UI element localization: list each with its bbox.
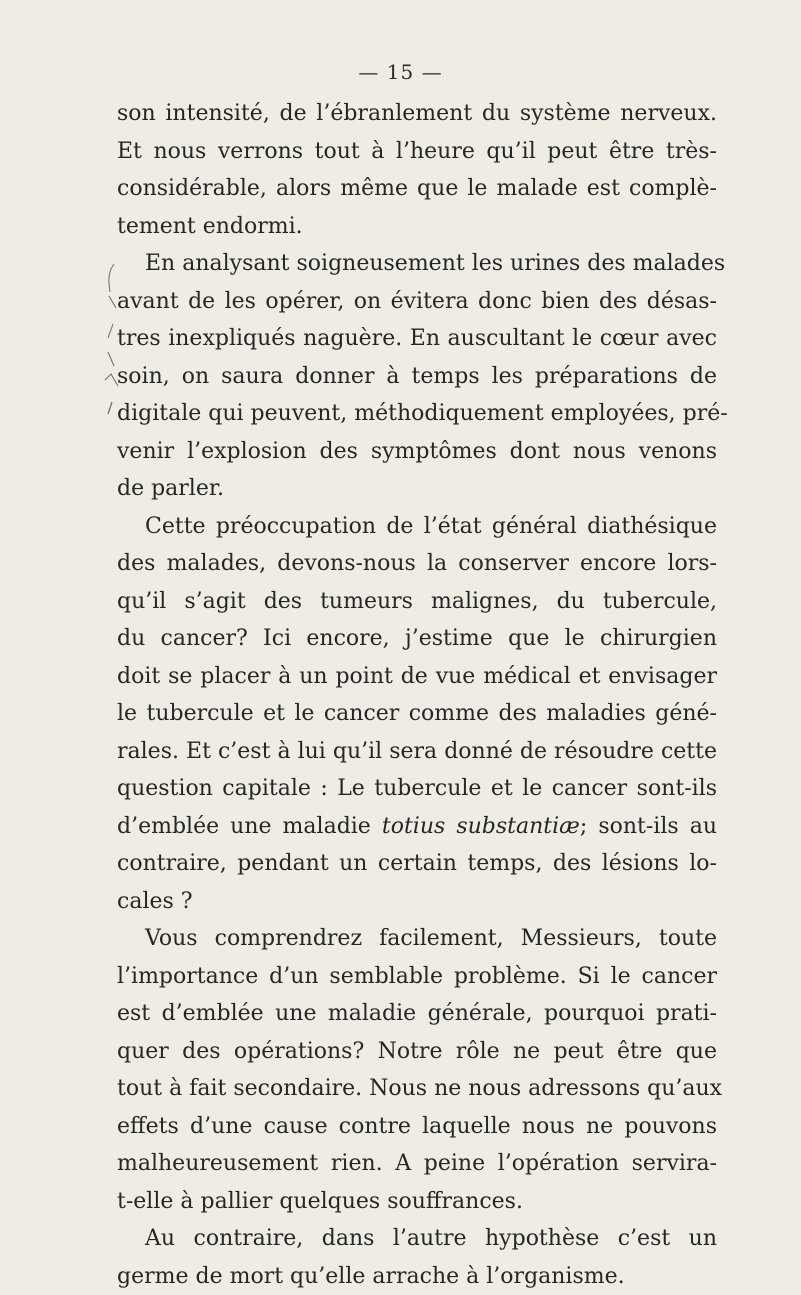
text-line: le tubercule et le cancer comme des maladies géné-: [117, 695, 717, 733]
text-line: Vous comprendrez facilement, Messieurs, toute: [117, 920, 717, 958]
text-line: cales ?: [117, 883, 717, 921]
text-line: Au contraire, dans l’autre hypothèse c’est un: [117, 1220, 717, 1258]
text-line: des malades, devons-nous la conserver encore lors-: [117, 545, 717, 583]
text-fragment: ; sont-ils au: [580, 814, 717, 839]
text-line: venir l’explosion des symptômes dont nous venons: [117, 433, 717, 471]
body-text: [117, 95, 717, 1295]
text-line: quer des opérations? Notre rôle ne peut être que: [117, 1033, 717, 1071]
page-number: — 15 —: [0, 60, 801, 84]
text-line: rales. Et c’est à lui qu’il sera donné de résoudre cette: [117, 733, 717, 771]
text-line: l’importance d’un semblable problème. Si le cancer: [117, 958, 717, 996]
text-line: digitale qui peuvent, méthodiquement employées, pré-: [117, 395, 717, 433]
text-line: contraire, pendant un certain temps, des lésions lo-: [117, 845, 717, 883]
text-line: tout à fait secondaire. Nous ne nous adressons qu’aux: [117, 1070, 717, 1108]
text-line: t-elle à pallier quelques souffrances.: [117, 1183, 717, 1221]
text-line: malheureusement rien. A peine l’opération servira-: [117, 1145, 717, 1183]
text-line: considérable, alors même que le malade est complè-: [117, 170, 717, 208]
text-line: tres inexpliqués naguère. En auscultant le cœur avec: [117, 320, 717, 358]
text-line: question capitale : Le tubercule et le cancer sont-ils: [117, 770, 717, 808]
text-line: de parler.: [117, 470, 717, 508]
text-line: qu’il s’agit des tumeurs malignes, du tubercule,: [117, 583, 717, 621]
text-line: avant de les opérer, on évitera donc bien des désas-: [117, 283, 717, 321]
text-line: doit se placer à un point de vue médical et envisager: [117, 658, 717, 696]
text-line-mixed: [117, 808, 717, 846]
text-line: du cancer? Ici encore, j’estime que le chirurgien: [117, 620, 717, 658]
text-line: son intensité, de l’ébranlement du système nerveux.: [117, 95, 717, 133]
text-line: En analysant soigneusement les urines des malades: [117, 245, 717, 283]
text-line: Cette préoccupation de l’état général diathésique: [117, 508, 717, 546]
latin-phrase: totius substantiæ: [382, 814, 580, 839]
text-line: est d’emblée une maladie générale, pourquoi prati-: [117, 995, 717, 1033]
text-line: germe de mort qu’elle arrache à l’organisme.: [117, 1258, 717, 1295]
text-fragment: d’emblée une maladie: [117, 814, 382, 839]
text-line: effets d’une cause contre laquelle nous ne pouvons: [117, 1108, 717, 1146]
text-line: tement endormi.: [117, 208, 717, 246]
text-line: Et nous verrons tout à l’heure qu’il peut être très-: [117, 133, 717, 171]
text-line: soin, on saura donner à temps les préparations de: [117, 358, 717, 396]
